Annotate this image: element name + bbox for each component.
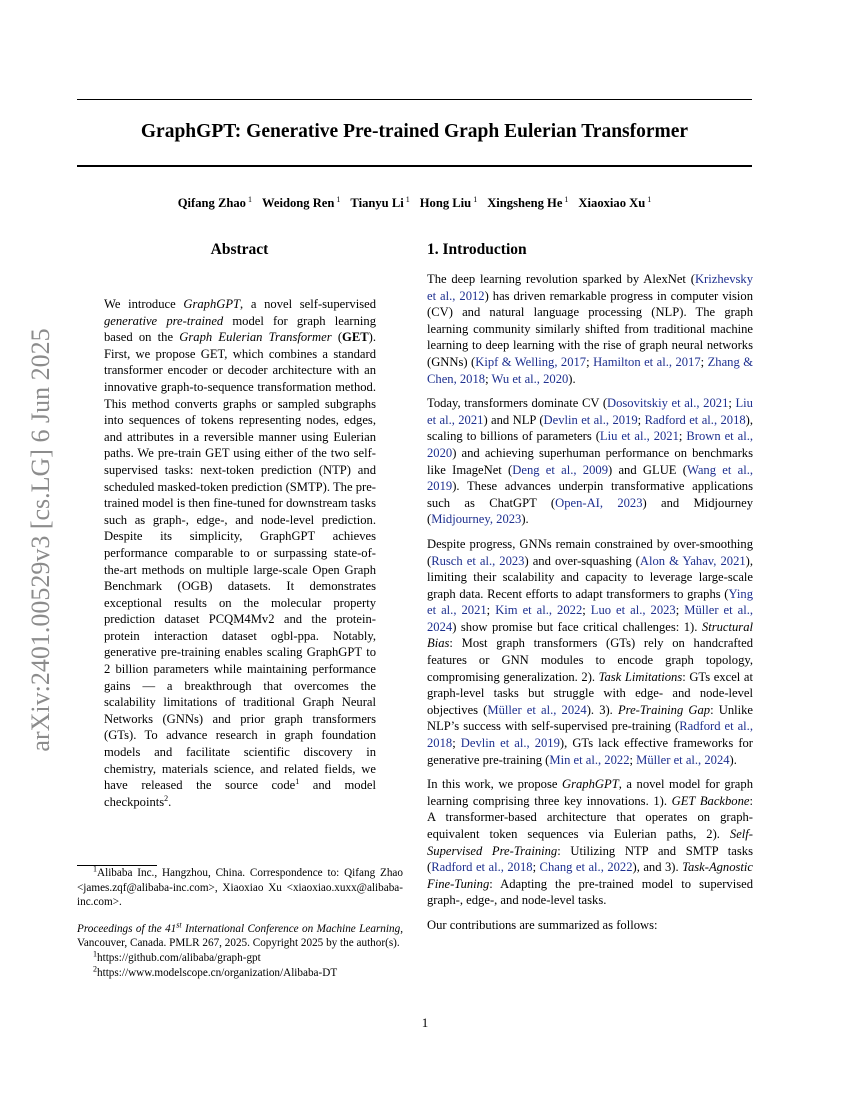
text-run: Pre-Training Gap [617, 702, 711, 717]
author-name: Xingsheng He [487, 196, 563, 210]
text-run: Structural Bias [427, 619, 753, 651]
citation-link[interactable]: Midjourney, 2023 [431, 512, 522, 527]
citation-link[interactable]: Kim et al., 2022 [495, 603, 583, 618]
citation-link[interactable]: Liu et al., 2021 [427, 396, 753, 427]
footnote-mark[interactable]: 1 [295, 777, 300, 787]
affiliation-text: Alibaba Inc., Hangzhou, China. Correspondence to: Qifang Zhao <james.zqf@alibaba-inc.com>, Xiaoxiao Xu <xiaoxiao.xuxx@alibaba-inc.com>. [77, 867, 403, 909]
citation-link[interactable]: Krizhevsky et al., 2012 [427, 272, 753, 303]
footnote-mark: 1 [93, 864, 97, 874]
text-run: ). [568, 371, 576, 386]
title-rule [77, 165, 752, 167]
text-run: : Most graph transformers (GTs) rely on handcrafted features or GNN modules to encode graph topology, compromising generalization. 2). [427, 636, 753, 684]
text-run: GET [342, 330, 369, 345]
affiliation-mark: 1 [247, 194, 252, 204]
text-run: Task-Agnostic Fine-Tuning [427, 860, 754, 891]
citation-link[interactable]: Müller et al., 2024 [636, 752, 730, 767]
paragraph [427, 271, 753, 387]
text-run: ) and NLP ( [483, 412, 544, 427]
citation-link[interactable]: Wu et al., 2020 [491, 371, 569, 386]
affiliation-mark: 1 [473, 194, 478, 204]
proceedings-rest: , Vancouver, Canada. PMLR 267, 2025. Copyright 2025 by the author(s). [77, 922, 403, 950]
author-name: Tianyu Li [350, 196, 404, 210]
footnotes [77, 866, 403, 980]
footnote-mark: 1 [93, 949, 97, 959]
paragraph [427, 776, 753, 909]
author-name: Hong Liu [419, 196, 472, 210]
author-name: Qifang Zhao [177, 196, 246, 210]
citation-link[interactable]: Radford et al., 2018 [644, 412, 746, 427]
author-name: Xiaoxiao Xu [578, 196, 646, 210]
citation-link[interactable]: Müller et al., 2024 [427, 603, 754, 634]
affiliation-mark: 1 [647, 194, 652, 204]
text-run: : Utilizing NTP and SMTP tasks ( [427, 843, 753, 875]
text-run: In this work, we propose [427, 777, 563, 792]
introduction-body [427, 271, 753, 942]
author [178, 196, 252, 210]
paragraph [104, 296, 376, 810]
text-run: ; [678, 429, 687, 444]
text-run: ; [700, 354, 708, 369]
source-code-url[interactable]: https://github.com/alibaba/graph-gpt [97, 951, 261, 964]
text-run: Despite progress, GNNs remain constrained by over-smoothing ( [427, 536, 753, 568]
top-rule [77, 99, 752, 100]
citation-link[interactable]: Open-AI, 2023 [555, 495, 643, 510]
citation-link[interactable]: Devlin et al., 2019 [460, 736, 560, 751]
text-run: , a novel model for graph learning comprising three key innovations. 1). [427, 777, 753, 808]
citation-link[interactable]: Dosovitskiy et al., 2021 [607, 396, 729, 411]
introduction-heading: 1. Introduction [427, 241, 527, 258]
text-run: generative pre-trained [104, 313, 224, 328]
text-run: ; [452, 736, 461, 751]
citation-link[interactable]: Luo et al., 2023 [590, 603, 676, 618]
text-run: ; [532, 860, 540, 875]
text-run: We introduce [104, 297, 184, 311]
text-run: ), limiting their scalability and capacity to leverage large-scale graph data. Recent efforts to adapt transformers to graphs ( [427, 553, 754, 601]
text-run: Task Limitations [598, 669, 683, 684]
text-run: : A transformer-based architecture that operates on graph-equivalent token sequences via Eulerian paths, 2). [427, 793, 753, 841]
page-number: 1 [415, 1015, 435, 1031]
affiliation-mark: 1 [405, 194, 410, 204]
footnote-link-1[interactable] [77, 951, 403, 966]
citation-link[interactable]: Kipf & Welling, 2017 [475, 354, 587, 369]
citation-link[interactable]: Wang et al., 2019 [427, 462, 753, 494]
citation-link[interactable]: Radford et al., 2018 [427, 719, 753, 751]
abstract-heading: Abstract [210, 241, 269, 258]
abstract-body [104, 296, 376, 810]
text-run: GraphGPT [183, 297, 241, 311]
footnote-link-2[interactable] [77, 963, 403, 981]
citation-link[interactable]: Liu et al., 2021 [599, 429, 679, 444]
author [262, 196, 340, 210]
paragraph [427, 917, 753, 934]
conference-name: International Conference on Machine Learning [181, 922, 401, 935]
text-run: ) and over-squashing ( [524, 553, 640, 568]
text-run: ( [331, 330, 343, 345]
affiliation-mark: 1 [564, 194, 569, 204]
text-run: ; [486, 603, 496, 618]
checkpoints-url[interactable]: https://www.modelscope.cn/organization/Alibaba-DT [97, 966, 338, 979]
text-run: : GTs excel at graph-level tasks but struggle with edge- and node-level objectives ( [427, 669, 753, 717]
citation-link[interactable]: Rusch et al., 2023 [431, 553, 525, 568]
text-run: ), scaling to billions of parameters ( [427, 412, 754, 444]
text-run: ). These advances underpin transformative applications such as ChatGPT ( [427, 479, 753, 510]
citation-link[interactable]: Zhang & Chen, 2018 [427, 354, 754, 386]
text-run: The deep learning revolution sparked by AlexNet ( [427, 272, 695, 286]
text-run: ; [728, 396, 736, 411]
text-run: model for graph learning based on the [104, 313, 376, 345]
author [420, 196, 477, 210]
text-run: ) show promise but face critical challenges: 1). [452, 619, 702, 634]
text-run: Graph Eulerian Transformer [179, 330, 332, 345]
citation-link[interactable]: Ying et al., 2021 [427, 586, 753, 618]
text-run: GET Backbone [671, 793, 750, 808]
citation-link[interactable]: Deng et al., 2009 [512, 462, 608, 477]
citation-link[interactable]: Radford et al., 2018 [431, 860, 533, 875]
citation-link[interactable]: Devlin et al., 2019 [543, 412, 638, 427]
text-run: ; [629, 752, 637, 767]
citation-link[interactable]: Min et al., 2022 [549, 752, 630, 767]
arxiv-id: arXiv:2401.00529v3 [cs.LG] 6 Jun 2025 [26, 328, 55, 752]
text-run: : Unlike NLP’s success with self-supervised pre-training ( [427, 702, 753, 734]
text-run: and model checkpoints [104, 778, 376, 809]
text-run: ; [675, 603, 685, 618]
text-run: ). 3). [586, 702, 618, 717]
text-run: Our contributions are summarized as follows: [427, 917, 658, 932]
text-run: ), and 3). [632, 860, 683, 875]
text-run: ; [582, 603, 591, 618]
text-run: ; [586, 354, 594, 369]
text-run: ). First, we propose GET, which combines a standard transformer encoder or decoder architecture with an innovative graph-to-sequence transformation method. This method converts graphs or sampled subgraphs into sequences of tokens representing nodes, edges, and attributes in a reversible manner using Eulerian paths. We pre-train GET using either of the two self-supervised tasks: next-token prediction (NTP) and scheduled masked-token prediction (SMTP). The pre-trained model is then fine-tuned for downstream tasks such as graph-, edge-, and node-level prediction. Despite its simplicity, GraphGPT achieves performance comparable to or surpassing state-of-the-art methods on multiple large-scale Open Graph Benchmark (OGB) datasets. It demonstrates exceptional results on the molecular property prediction dataset PCQM4Mv2 and the protein-protein interaction dataset ogbl-ppa. Notably, generative pre-training enables scaling GraphGPT to 2 billion parameters while maintaining performance gains — a breakthrough that overcomes the scalability limitations of traditional Graph Neural Networks (GNNs) and prior graph transformers (GTs). To advance research in graph foundation models and facilitate scientific discovery in chemistry, materials science, and related fields, we have released the source code [104, 330, 376, 793]
paragraph [427, 395, 753, 528]
paragraph [427, 536, 753, 768]
text-run: . [168, 794, 172, 809]
text-run: , a novel self-supervised [240, 297, 376, 311]
footnote-mark: 2 [93, 963, 97, 973]
author [578, 196, 651, 210]
affiliation-footnote [77, 866, 403, 910]
proceedings-note [77, 922, 403, 951]
citation-link[interactable]: Brown et al., 2020 [427, 429, 753, 460]
affiliation-mark: 1 [336, 194, 341, 204]
text-run: Today, transformers dominate CV ( [427, 396, 608, 411]
text-run: ). [521, 512, 529, 527]
text-run: ) and GLUE ( [608, 462, 687, 477]
author [350, 196, 409, 210]
footnote-mark[interactable]: 2 [164, 793, 169, 803]
author-list [77, 196, 752, 211]
author-name: Weidong Ren [261, 196, 335, 210]
citation-link[interactable]: Hamilton et al., 2017 [593, 354, 701, 369]
author [487, 196, 568, 210]
text-run: ). [729, 752, 737, 767]
text-run: ) has driven remarkable progress in computer vision (CV) and natural language processing (NLP). The graph learning community similarly shifted from traditional machine learning to deep learning with the rise of graph neural networks (GNNs) ( [427, 288, 753, 369]
citation-link[interactable]: Müller et al., 2024 [487, 702, 587, 717]
text-run: ) and Midjourney ( [427, 495, 753, 527]
ordinal-sup: st [176, 920, 182, 930]
citation-link[interactable]: Chang et al., 2022 [539, 860, 633, 875]
text-run: : Adapting the pre-trained model to supervised graph-, edge-, and node-level tasks. [427, 876, 753, 908]
text-run: ) and achieving superhuman performance on benchmarks like ImageNet ( [427, 445, 753, 477]
citation-link[interactable]: Alon & Yahav, 2021 [639, 553, 746, 568]
text-run: ; [485, 371, 492, 386]
text-run: GraphGPT [562, 777, 619, 792]
text-run: ), GTs lack effective frameworks for generative pre-training ( [427, 736, 754, 767]
proceedings-italic: Proceedings of the 41 [77, 922, 177, 935]
text-run: Self-Supervised Pre-Training [427, 827, 753, 858]
text-run: ; [637, 412, 645, 427]
paper-title: GraphGPT: Generative Pre-trained Graph Eulerian Transformer [140, 121, 689, 142]
